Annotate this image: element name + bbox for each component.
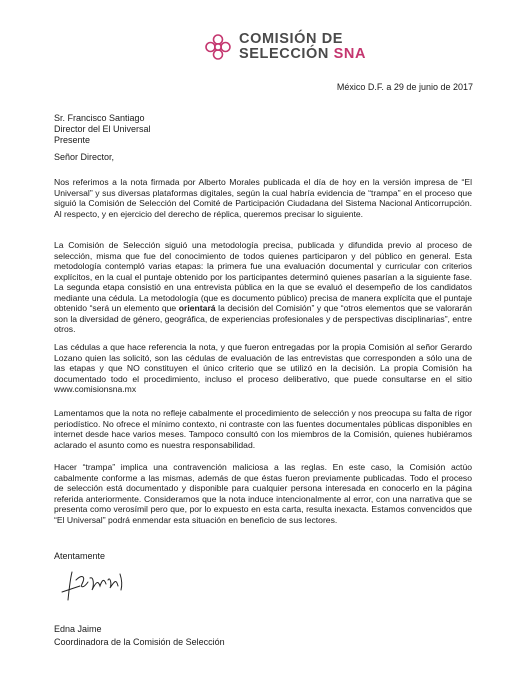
- recipient-block: [54, 113, 151, 146]
- logo-line1: COMISIÓN DE: [239, 31, 344, 47]
- recipient-title: Director del El Universal: [54, 124, 151, 134]
- paragraph-2-part-b: la decisión del Comisión” y que “otros elementos que se valorarán son la diversidad de género, geográfica, de experiencias profesionales y de perspectivas disciplinarias”, entre otros.: [54, 303, 473, 334]
- flower-logo-icon: [203, 32, 233, 62]
- letter-date: México D.F. a 29 de junio de 2017: [336, 82, 473, 92]
- recipient-name: Sr. Francisco Santiago: [54, 113, 145, 123]
- greeting: Señor Director,: [54, 152, 115, 162]
- paragraph-5: Hacer “trampa” implica una contravención maliciosa a las reglas. En este caso, la Comisión actúo cabalmente conforme a las mismas, además de que éstas fueron previamente publicadas. Todo el proceso de selección está documentado y disponible para cualquier persona interesada en conocerlo en la página referida anteriormente. Consideramos que la nota induce intencionalmente al error, con una narrativa que se presenta como verosímil pero que, por lo expuesto en esta carta, resulta inexacta. Estamos convencidos que “El Universal” podrá enmendar esta situación en beneficio de sus lectores.: [54, 462, 472, 525]
- signer-title: Coordinadora de la Comisión de Selección: [54, 637, 225, 647]
- paragraph-4: Lamentamos que la nota no refleje cabalmente el procedimiento de selección y nos preocupa su falta de rigor periodístico. No ofrece el mínimo contexto, ni contraste con las fuentes documentales públicas disponibles en internet desde hace varios meses. Tampoco consultó con los miembros de la Comisión, quienes hubiéramos aclarado el asunto como es nuestra responsabilidad.: [54, 408, 472, 450]
- paragraph-1: Nos referimos a la nota firmada por Alberto Morales publicada el día de hoy en la versión impresa de “El Universal” y sus diversas plataformas digitales, según la cual habría evidencia de “trampa” en el proceso que siguió la Comisión de Selección del Comité de Participación Ciudadana del Sistema Nacional Anticorrupción. Al respecto, y en ejercicio del derecho de réplica, queremos precisar lo siguiente.: [54, 177, 472, 219]
- paragraph-2-bold: orientará: [178, 303, 216, 313]
- paragraph-3: Las cédulas a que hace referencia la nota, y que fueron entregadas por la propia Comisión al señor Gerardo Lozano quien las solicitó, son las cédulas de evaluación de las entrevistas que corresponden a sólo una de las etapas y que NO constituyen el único criterio que se utilizó en la decisión. La propia Comisión ha documentado todo el procedimiento, incluso el proceso deliberativo, que puede consultarse en el sitio www.comisionsna.mx: [54, 342, 472, 394]
- closing: Atentamente: [54, 551, 106, 561]
- recipient-presente: Presente: [54, 135, 91, 145]
- logo-wordmark: [239, 32, 366, 62]
- handwritten-signature: [58, 566, 130, 606]
- logo-line2: [239, 47, 366, 62]
- paragraph-2: [54, 240, 472, 335]
- commission-logo: [203, 27, 366, 67]
- logo-seleccion: SELECCIÓN: [239, 46, 329, 62]
- logo-sna: SNA: [333, 46, 367, 62]
- paragraph-2-part-a: La Comisión de Selección siguió una metodología precisa, publicada y difundida previo al proceso de selección, misma que fue del conocimiento de todos quienes participaron y del público en general. Esta metodología contempló varias etapas: la primera fue una evaluación documental y curricular con criterios explícitos, en la cual el puntaje obtenido por los participantes determinó quienes pasarían a la siguiente fase. La segunda etapa consistió en una entrevista pública en la que se evaluó el desempeño de los candidatos mediante una cédula. La metodología (que es documento público) precisa de manera explícita que el puntaje obtenido “será un elemento que: [54, 240, 472, 313]
- signer-name: Edna Jaime: [54, 624, 102, 634]
- signer-block: [54, 623, 225, 649]
